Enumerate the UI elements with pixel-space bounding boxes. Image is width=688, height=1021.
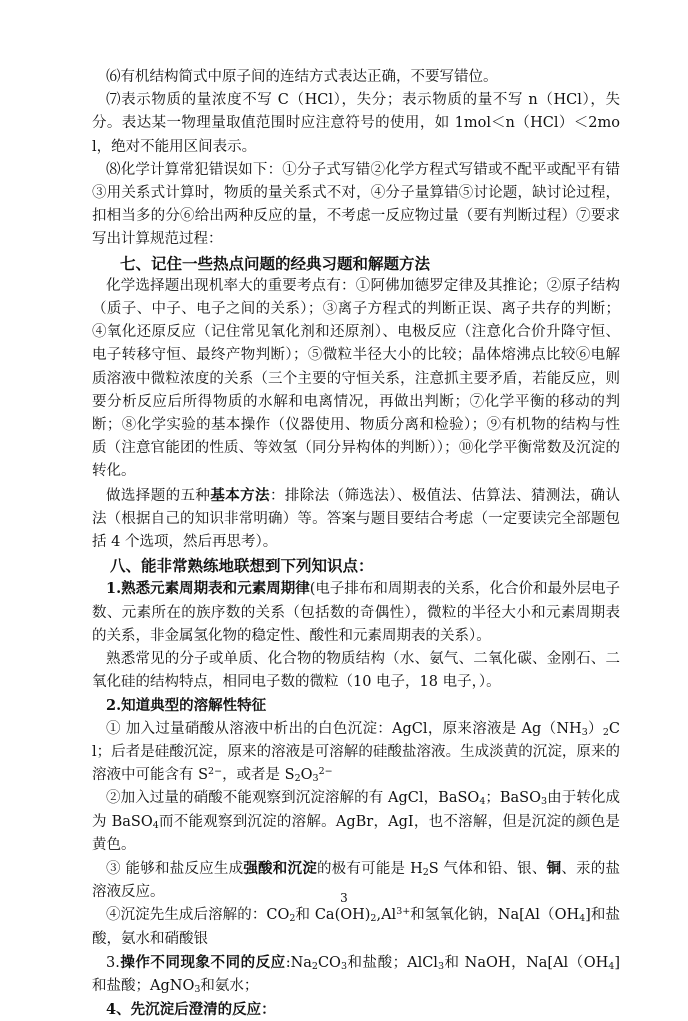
paragraph-solubility-2: ②加入过量的硝酸不能观察到沉淀溶解的有 AgCl，BaSO$_4$；BaSO$_3$由于转化成为 BaSO$_4$而不能观察到沉淀的溶解。AgBr，AgI，也不溶解，但是沉淀的颜色是黄色。 [92,790,621,853]
page-number: 3 [340,891,348,905]
paragraph-structure: 熟悉常见的分子或单质、化合物的物质结构（水、氨气、二氧化碳、金刚石、二氧化硅的结构特点，相同电子数的微粒（10 电子，18 电子，）。 [92,651,620,691]
paragraph-8: ⑻化学计算常犯错误如下：①分子式写错②化学方程式写错或不配平或配平有错③用关系式计算时，物质的量关系式不对，④分子量算错⑤讨论题，缺讨论过程，扣相当多的分⑥给出两种反应的量，不考虑一反应物过量（要有判断过程）⑦要求写出计算规范过程： [92,161,620,248]
subheading-solubility: 2.知道典型的溶解性特征 [106,697,267,715]
paragraph-7: ⑺表示物质的量浓度不写 C（HCl），失分；表示物质的量不写 n（HCl），失分。表达某一物理量取值范围时应注意符号的使用，如 1mol＜n（HCl）＜2mol，绝对不能用区间表示。 [92,92,620,155]
paragraph-periodic-table: 1.熟悉元素周期表和元素周期律(电子排布和周期表的关系，化合价和最外层电子数、元素所在的族序数的关系（包括数的奇偶性），微粒的半径大小和元素周期表的关系，非金属氢化物的稳定性、酸性和元素周期表的关系）。 [92,580,620,644]
section-heading-7: 七、记住一些热点问题的经典习题和解题方法 [120,253,431,273]
document-page [92,66,620,1021]
paragraph-solubility-1: ① 加入过量硝酸从溶液中析出的白色沉淀：AgCl，原来溶液是 $Ag(NH_3)_2Cl$；后者是硅酸沉淀，原来的溶液是可溶解的硅酸盐溶液。生成淡黄的沉淀，原来的溶液中可能含有 $S^{2-}$，或者是 $S_2O_3^{2-}$ [92,720,620,785]
paragraph-solubility-4: ④沉淀先生成后溶解的：$CO_2$和 $Ca(OH)_2,Al^{3+}$和氢氧化钠，$Na[Al(OH_4]$和盐酸，氨水和硝酸银 [92,906,620,947]
paragraph-key-points: 化学选择题出现机率大的重要考点有：①阿佛加德罗定律及其推论；②原子结构（质子、中子、电子之间的关系）；③离子方程式的判断正误、离子共存的判断；④氧化还原反应（记住常见氧化剂和还原剂）、电极反应（注意化合价升降守恒、电子转移守恒、最终产物判断）；⑤微粒半径大小的比较；晶体熔沸点比较⑥电解质溶液中微粒浓度的关系（三个主要的守恒关系，注意抓主要矛盾，若能反应，则要分析反应后所得物质的水解和电离情况，再做出判断；⑦化学平衡的移动的判断；⑧化学实验的基本操作（仪器使用、物质分离和检验）；⑨有机物的结构与性质（注意官能团的性质、等效氢（同分异构体的判断））；⑩化学平衡常数及沉淀的转化。 [92,277,620,480]
paragraph-different-operations: 3.操作不同现象不同的反应$:Na_2CO_3$和盐酸；AlCl$_3$和 NaOH，$Na[Al(OH_4]$和盐酸；AgNO$_3$和氨水； [92,953,621,995]
subheading-precipitate: 4、先沉淀后澄清的反应： [106,1001,276,1019]
paragraph-6: ⑹有机结构简式中原子间的连结方式表达正确，不要写错位。 [106,69,498,85]
section-heading-8: 八、能非常熟练地联想到下列知识点： [110,556,374,576]
paragraph-solubility-3: ③ 能够和盐反应生成强酸和沉淀的极有可能是 $H_2S$ 气体和铅、银、铜、汞的盐溶液反应。 [92,859,621,901]
paragraph-methods: 做选择题的五种基本方法：排除法（筛选法）、极值法、估算法、猜测法，确认法（根据自己的知识非常明确）等。答案与题目要结合考虑（一定要读完全部题包括 4 个选项，然后再思考）。 [92,486,621,551]
